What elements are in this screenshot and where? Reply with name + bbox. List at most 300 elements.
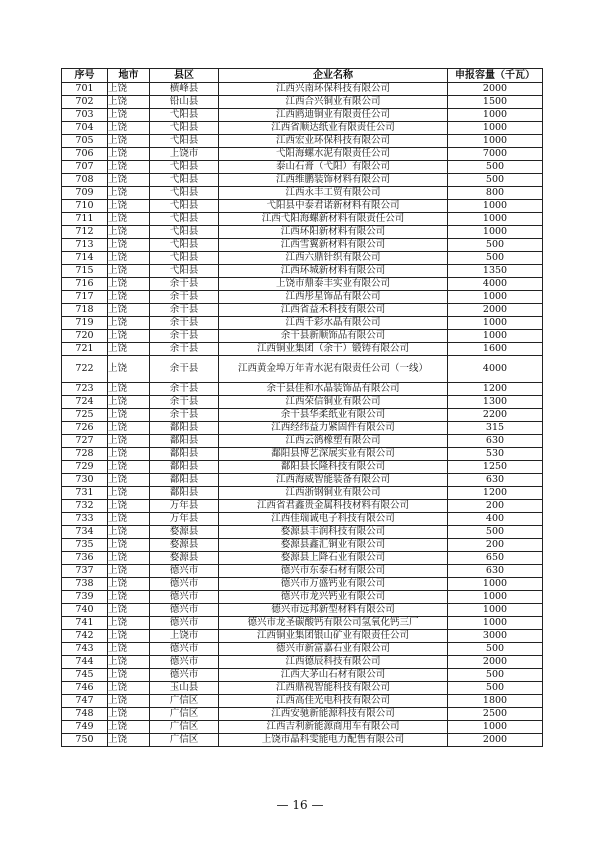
cell-serial-no: 708	[62, 174, 108, 187]
table-row	[62, 591, 543, 604]
cell-capacity: 500	[448, 239, 543, 252]
cell-county: 广信区	[150, 708, 219, 721]
cell-county: 婺源县	[150, 539, 219, 552]
cell-serial-no: 744	[62, 656, 108, 669]
cell-capacity: 500	[448, 526, 543, 539]
cell-city: 上饶	[108, 174, 150, 187]
cell-city: 上饶	[108, 383, 150, 396]
cell-serial-no: 725	[62, 409, 108, 422]
cell-city: 上饶	[108, 148, 150, 161]
table-row	[62, 734, 543, 747]
cell-company-name: 德兴市东泰石材有限公司	[219, 565, 448, 578]
cell-county: 弋阳县	[150, 109, 219, 122]
table-row	[62, 265, 543, 278]
cell-county: 弋阳县	[150, 213, 219, 226]
header-city: 地市	[108, 69, 150, 83]
cell-company-name: 鄱阳县长隆科技有限公司	[219, 461, 448, 474]
cell-county: 弋阳县	[150, 200, 219, 213]
cell-company-name: 江西环城新材料有限公司	[219, 265, 448, 278]
cell-city: 上饶	[108, 239, 150, 252]
cell-serial-no: 716	[62, 278, 108, 291]
cell-company-name: 婺源县鑫汇铜业有限公司	[219, 539, 448, 552]
cell-city: 上饶	[108, 734, 150, 747]
cell-company-name: 余干县华柔纸业有限公司	[219, 409, 448, 422]
table-row	[62, 604, 543, 617]
table-row	[62, 643, 543, 656]
cell-county: 余干县	[150, 291, 219, 304]
cell-capacity: 2500	[448, 708, 543, 721]
cell-capacity: 1000	[448, 122, 543, 135]
cell-capacity: 500	[448, 252, 543, 265]
cell-county: 横峰县	[150, 83, 219, 96]
table-row	[62, 513, 543, 526]
cell-company-name: 江西合兴铜业有限公司	[219, 96, 448, 109]
table-row	[62, 396, 543, 409]
cell-city: 上饶	[108, 539, 150, 552]
cell-capacity: 1000	[448, 200, 543, 213]
cell-company-name: 余干县佳和水晶装饰品有限公司	[219, 383, 448, 396]
cell-capacity: 1000	[448, 226, 543, 239]
table-row	[62, 630, 543, 643]
table-row	[62, 291, 543, 304]
cell-company-name: 江西宏业环保科技有限公司	[219, 135, 448, 148]
cell-city: 上饶	[108, 330, 150, 343]
cell-county: 鄱阳县	[150, 422, 219, 435]
header-company-name: 企业名称	[219, 69, 448, 83]
table-row	[62, 343, 543, 356]
cell-capacity: 630	[448, 565, 543, 578]
cell-capacity: 800	[448, 187, 543, 200]
cell-county: 弋阳县	[150, 226, 219, 239]
cell-capacity: 200	[448, 500, 543, 513]
cell-serial-no: 748	[62, 708, 108, 721]
cell-serial-no: 705	[62, 135, 108, 148]
table-row	[62, 682, 543, 695]
table-row	[62, 239, 543, 252]
cell-capacity: 200	[448, 539, 543, 552]
cell-serial-no: 717	[62, 291, 108, 304]
cell-serial-no: 706	[62, 148, 108, 161]
cell-county: 鄱阳县	[150, 461, 219, 474]
table-header-row	[62, 69, 543, 83]
cell-city: 上饶	[108, 356, 150, 383]
cell-company-name: 德兴市龙兴钙业有限公司	[219, 591, 448, 604]
cell-serial-no: 724	[62, 396, 108, 409]
cell-city: 上饶	[108, 604, 150, 617]
cell-county: 德兴市	[150, 565, 219, 578]
cell-county: 弋阳县	[150, 265, 219, 278]
cell-company-name: 江西浙钢铜业有限公司	[219, 487, 448, 500]
cell-capacity: 630	[448, 435, 543, 448]
cell-company-name: 江西鸥迪铜业有限责任公司	[219, 109, 448, 122]
table-row	[62, 200, 543, 213]
cell-serial-no: 739	[62, 591, 108, 604]
table-row	[62, 148, 543, 161]
cell-company-name: 泰山石膏（弋阳）有限公司	[219, 161, 448, 174]
cell-county: 德兴市	[150, 669, 219, 682]
cell-county: 广信区	[150, 695, 219, 708]
cell-company-name: 上饶市鼎泰丰实业有限公司	[219, 278, 448, 291]
cell-capacity: 2200	[448, 409, 543, 422]
table-row	[62, 383, 543, 396]
cell-company-name: 江西省君鑫贵金属科技材料有限公司	[219, 500, 448, 513]
cell-city: 上饶	[108, 83, 150, 96]
cell-city: 上饶	[108, 643, 150, 656]
cell-serial-no: 713	[62, 239, 108, 252]
cell-company-name: 弋阳县中泰君诺新材料有限公司	[219, 200, 448, 213]
cell-company-name: 江西维鹏装饰材料有限公司	[219, 174, 448, 187]
cell-serial-no: 735	[62, 539, 108, 552]
cell-county: 弋阳县	[150, 174, 219, 187]
cell-capacity: 4000	[448, 278, 543, 291]
cell-city: 上饶	[108, 109, 150, 122]
cell-county: 弋阳县	[150, 187, 219, 200]
cell-company-name: 江西佳瑞诚电子科技有限公司	[219, 513, 448, 526]
cell-capacity: 500	[448, 174, 543, 187]
cell-company-name: 江西永丰工贸有限公司	[219, 187, 448, 200]
cell-company-name: 上饶市晶科雯能电力配售有限公司	[219, 734, 448, 747]
cell-capacity: 2000	[448, 656, 543, 669]
cell-serial-no: 718	[62, 304, 108, 317]
table-row	[62, 83, 543, 96]
table-body	[62, 83, 543, 747]
cell-city: 上饶	[108, 435, 150, 448]
cell-city: 上饶	[108, 591, 150, 604]
table-row	[62, 356, 543, 383]
cell-serial-no: 728	[62, 448, 108, 461]
table-row	[62, 695, 543, 708]
cell-city: 上饶	[108, 278, 150, 291]
cell-capacity: 500	[448, 682, 543, 695]
cell-county: 余干县	[150, 409, 219, 422]
cell-city: 上饶	[108, 213, 150, 226]
cell-serial-no: 743	[62, 643, 108, 656]
cell-company-name: 江西弋阳海螺新材料有限责任公司	[219, 213, 448, 226]
cell-serial-no: 701	[62, 83, 108, 96]
cell-capacity: 1000	[448, 578, 543, 591]
cell-serial-no: 738	[62, 578, 108, 591]
cell-capacity: 4000	[448, 356, 543, 383]
table-row	[62, 409, 543, 422]
cell-city: 上饶	[108, 695, 150, 708]
cell-capacity: 2000	[448, 83, 543, 96]
cell-county: 万年县	[150, 500, 219, 513]
cell-county: 余干县	[150, 278, 219, 291]
cell-county: 婺源县	[150, 552, 219, 565]
table-row	[62, 213, 543, 226]
cell-company-name: 江西黄金埠万年青水泥有限责任公司（一线）	[219, 356, 448, 383]
table-row	[62, 552, 543, 565]
cell-serial-no: 733	[62, 513, 108, 526]
table-row	[62, 565, 543, 578]
cell-capacity: 1200	[448, 383, 543, 396]
cell-city: 上饶	[108, 617, 150, 630]
table-row	[62, 330, 543, 343]
cell-serial-no: 749	[62, 721, 108, 734]
cell-city: 上饶	[108, 200, 150, 213]
cell-company-name: 江西高佳光电科技有限公司	[219, 695, 448, 708]
cell-company-name: 德兴市新富嘉石业有限公司	[219, 643, 448, 656]
cell-city: 上饶	[108, 317, 150, 330]
cell-serial-no: 712	[62, 226, 108, 239]
cell-serial-no: 732	[62, 500, 108, 513]
cell-capacity: 1000	[448, 109, 543, 122]
cell-capacity: 1200	[448, 487, 543, 500]
cell-city: 上饶	[108, 291, 150, 304]
cell-county: 德兴市	[150, 591, 219, 604]
cell-capacity: 400	[448, 513, 543, 526]
table-row	[62, 526, 543, 539]
cell-county: 德兴市	[150, 617, 219, 630]
cell-city: 上饶	[108, 630, 150, 643]
cell-city: 上饶	[108, 487, 150, 500]
cell-city: 上饶	[108, 226, 150, 239]
header-serial-no: 序号	[62, 69, 108, 83]
cell-serial-no: 709	[62, 187, 108, 200]
enterprise-capacity-table	[61, 68, 543, 747]
cell-serial-no: 703	[62, 109, 108, 122]
cell-company-name: 江西荣信铜业有限公司	[219, 396, 448, 409]
table-row	[62, 617, 543, 630]
table-row	[62, 252, 543, 265]
cell-company-name: 江西彤星饰品有限公司	[219, 291, 448, 304]
cell-capacity: 530	[448, 448, 543, 461]
cell-capacity: 630	[448, 474, 543, 487]
cell-company-name: 德兴市龙圣碳酸钙有限公司氢氧化钙三厂	[219, 617, 448, 630]
cell-serial-no: 702	[62, 96, 108, 109]
cell-county: 广信区	[150, 721, 219, 734]
cell-county: 余干县	[150, 356, 219, 383]
cell-city: 上饶	[108, 656, 150, 669]
cell-county: 鄱阳县	[150, 474, 219, 487]
cell-city: 上饶	[108, 513, 150, 526]
cell-serial-no: 710	[62, 200, 108, 213]
cell-serial-no: 742	[62, 630, 108, 643]
cell-city: 上饶	[108, 343, 150, 356]
cell-company-name: 江西大茅山石材有限公司	[219, 669, 448, 682]
cell-city: 上饶	[108, 252, 150, 265]
cell-serial-no: 746	[62, 682, 108, 695]
cell-serial-no: 721	[62, 343, 108, 356]
cell-county: 德兴市	[150, 643, 219, 656]
table-row	[62, 578, 543, 591]
cell-city: 上饶	[108, 135, 150, 148]
cell-serial-no: 731	[62, 487, 108, 500]
cell-serial-no: 741	[62, 617, 108, 630]
header-county: 县区	[150, 69, 219, 83]
cell-city: 上饶	[108, 304, 150, 317]
table-row	[62, 721, 543, 734]
cell-city: 上饶	[108, 396, 150, 409]
table-row	[62, 474, 543, 487]
cell-company-name: 江西雪翼新材料有限公司	[219, 239, 448, 252]
cell-company-name: 江西安驰新能源科技有限公司	[219, 708, 448, 721]
cell-serial-no: 719	[62, 317, 108, 330]
cell-county: 广信区	[150, 734, 219, 747]
cell-city: 上饶	[108, 448, 150, 461]
table-row	[62, 448, 543, 461]
table-row	[62, 435, 543, 448]
cell-capacity: 2000	[448, 304, 543, 317]
table-row	[62, 135, 543, 148]
cell-serial-no: 714	[62, 252, 108, 265]
cell-city: 上饶	[108, 565, 150, 578]
cell-city: 上饶	[108, 161, 150, 174]
cell-city: 上饶	[108, 526, 150, 539]
cell-company-name: 江西兴南环保科技有限公司	[219, 83, 448, 96]
cell-company-name: 江西省顺达纸业有限责任公司	[219, 122, 448, 135]
cell-serial-no: 730	[62, 474, 108, 487]
cell-county: 弋阳县	[150, 161, 219, 174]
cell-capacity: 1350	[448, 265, 543, 278]
cell-serial-no: 727	[62, 435, 108, 448]
cell-capacity: 1300	[448, 396, 543, 409]
cell-county: 余干县	[150, 317, 219, 330]
cell-city: 上饶	[108, 265, 150, 278]
cell-company-name: 江西铜业集团银山矿业有限责任公司	[219, 630, 448, 643]
cell-city: 上饶	[108, 96, 150, 109]
cell-city: 上饶	[108, 721, 150, 734]
cell-capacity: 1000	[448, 721, 543, 734]
table-row	[62, 96, 543, 109]
cell-county: 上饶市	[150, 148, 219, 161]
table-row	[62, 539, 543, 552]
cell-company-name: 江西云鹆橡塑有限公司	[219, 435, 448, 448]
cell-capacity: 1800	[448, 695, 543, 708]
cell-serial-no: 722	[62, 356, 108, 383]
cell-serial-no: 750	[62, 734, 108, 747]
cell-county: 婺源县	[150, 526, 219, 539]
table-row	[62, 317, 543, 330]
cell-company-name: 江西铜业集团（余干）锻铸有限公司	[219, 343, 448, 356]
cell-city: 上饶	[108, 409, 150, 422]
table-row	[62, 161, 543, 174]
cell-company-name: 江西省益禾科技有限公司	[219, 304, 448, 317]
cell-county: 弋阳县	[150, 239, 219, 252]
cell-county: 余干县	[150, 304, 219, 317]
cell-capacity: 1600	[448, 343, 543, 356]
table-row	[62, 708, 543, 721]
table-row	[62, 226, 543, 239]
cell-capacity: 500	[448, 161, 543, 174]
cell-capacity: 1250	[448, 461, 543, 474]
cell-serial-no: 736	[62, 552, 108, 565]
cell-company-name: 江西鼎视智能科技有限公司	[219, 682, 448, 695]
cell-capacity: 500	[448, 643, 543, 656]
cell-company-name: 婺源县上降石业有限公司	[219, 552, 448, 565]
cell-city: 上饶	[108, 500, 150, 513]
cell-serial-no: 726	[62, 422, 108, 435]
cell-capacity: 500	[448, 669, 543, 682]
cell-company-name: 鄱阳县博艺深展实业有限公司	[219, 448, 448, 461]
cell-serial-no: 707	[62, 161, 108, 174]
cell-serial-no: 729	[62, 461, 108, 474]
cell-city: 上饶	[108, 474, 150, 487]
cell-company-name: 婺源县丰润科技有限公司	[219, 526, 448, 539]
cell-county: 鄱阳县	[150, 448, 219, 461]
cell-county: 弋阳县	[150, 252, 219, 265]
cell-serial-no: 715	[62, 265, 108, 278]
cell-city: 上饶	[108, 578, 150, 591]
cell-capacity: 1000	[448, 317, 543, 330]
cell-company-name: 余干县新顺饰品有限公司	[219, 330, 448, 343]
table-row	[62, 304, 543, 317]
cell-capacity: 1500	[448, 96, 543, 109]
cell-company-name: 江西环阳新材料有限公司	[219, 226, 448, 239]
header-declared-capacity: 申报容量（千瓦）	[448, 69, 543, 83]
cell-capacity: 1000	[448, 330, 543, 343]
cell-county: 上饶市	[150, 630, 219, 643]
cell-company-name: 江西经纬益力紧固件有限公司	[219, 422, 448, 435]
table-row	[62, 174, 543, 187]
cell-county: 德兴市	[150, 604, 219, 617]
cell-capacity: 2000	[448, 734, 543, 747]
cell-city: 上饶	[108, 122, 150, 135]
cell-serial-no: 720	[62, 330, 108, 343]
cell-city: 上饶	[108, 422, 150, 435]
cell-county: 余干县	[150, 343, 219, 356]
table-row	[62, 487, 543, 500]
cell-capacity: 1000	[448, 213, 543, 226]
cell-capacity: 1000	[448, 291, 543, 304]
cell-city: 上饶	[108, 552, 150, 565]
cell-county: 余干县	[150, 383, 219, 396]
cell-county: 余干县	[150, 330, 219, 343]
table-row	[62, 122, 543, 135]
cell-county: 德兴市	[150, 656, 219, 669]
cell-company-name: 德兴市万盛钙业有限公司	[219, 578, 448, 591]
cell-company-name: 德兴市远邦新型材料有限公司	[219, 604, 448, 617]
cell-company-name: 江西德辰科技有限公司	[219, 656, 448, 669]
cell-capacity: 7000	[448, 148, 543, 161]
cell-company-name: 江西六鼎针织有限公司	[219, 252, 448, 265]
cell-serial-no: 740	[62, 604, 108, 617]
cell-city: 上饶	[108, 682, 150, 695]
cell-serial-no: 745	[62, 669, 108, 682]
cell-company-name: 江西千彩水晶有限公司	[219, 317, 448, 330]
cell-county: 鄱阳县	[150, 435, 219, 448]
cell-county: 余干县	[150, 396, 219, 409]
table-row	[62, 669, 543, 682]
cell-county: 德兴市	[150, 578, 219, 591]
cell-capacity: 1000	[448, 135, 543, 148]
cell-capacity: 3000	[448, 630, 543, 643]
cell-city: 上饶	[108, 669, 150, 682]
cell-serial-no: 737	[62, 565, 108, 578]
cell-city: 上饶	[108, 461, 150, 474]
cell-serial-no: 704	[62, 122, 108, 135]
cell-county: 万年县	[150, 513, 219, 526]
cell-city: 上饶	[108, 708, 150, 721]
cell-capacity: 1000	[448, 617, 543, 630]
cell-serial-no: 711	[62, 213, 108, 226]
cell-city: 上饶	[108, 187, 150, 200]
cell-serial-no: 723	[62, 383, 108, 396]
cell-capacity: 650	[448, 552, 543, 565]
cell-capacity: 315	[448, 422, 543, 435]
cell-county: 铅山县	[150, 96, 219, 109]
table-row	[62, 278, 543, 291]
table-row	[62, 656, 543, 669]
cell-company-name: 江西海威智能装备有限公司	[219, 474, 448, 487]
table-row	[62, 422, 543, 435]
cell-company-name: 江西吉利新能源商用车有限公司	[219, 721, 448, 734]
table-row	[62, 109, 543, 122]
table-row	[62, 461, 543, 474]
page-number: — 16 —	[276, 798, 324, 812]
cell-county: 弋阳县	[150, 135, 219, 148]
cell-serial-no: 747	[62, 695, 108, 708]
